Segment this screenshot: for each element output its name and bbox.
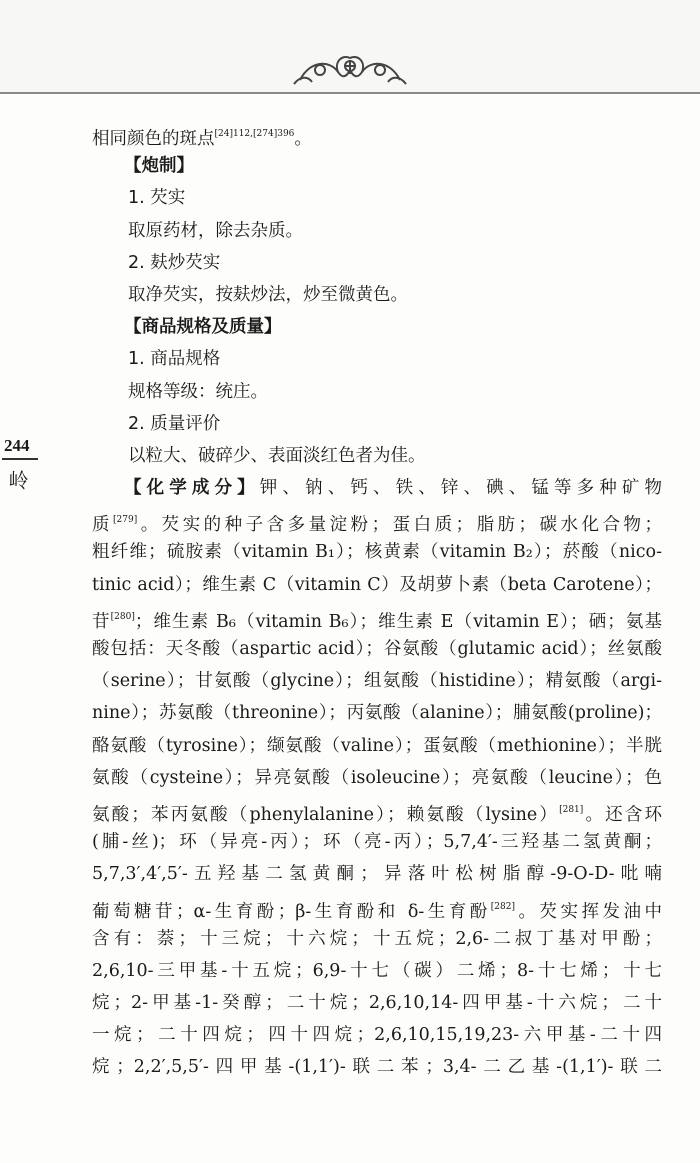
subheading: 1. 商品规格: [128, 349, 221, 370]
body-text: [92, 118, 662, 1084]
header-rule: [0, 92, 700, 94]
text-line: 酪氨酸（tyrosine）；缬氨酸（valine）；蛋氨酸（methionine）；半胱: [92, 735, 662, 756]
subheading: 2. 质量评价: [128, 413, 221, 434]
text-line: 烷；2,2′,5,5′-四甲基-(1,1′)-联二苯；3,4-二乙基-(1,1′)-联二: [92, 1057, 662, 1078]
text-line: 氨酸；苯丙氨酸（phenylalanine）；赖氨酸（lysine）[281]。还含环: [92, 804, 662, 825]
text-line: 氨酸（cysteine）；异亮氨酸（isoleucine）；亮氨酸（leucine）；色: [92, 767, 662, 788]
text-line: 烷；2-甲基-1-癸醇；二十烷；2,6,10,14-四甲基-十六烷；二十: [92, 993, 662, 1014]
text-line: 2,6,10-三甲基-十五烷；6,9-十七（碳）二烯；8-十七烯；十七: [92, 960, 662, 981]
text-line: 苷[280]；维生素 B₆（vitamin B₆）；维生素 E（vitamin E）；硒；氨基: [92, 611, 662, 632]
section-heading-specification: 【商品规格及质量】: [124, 317, 282, 338]
text-line: 一烷；二十四烷；四十四烷；2,6,10,15,19,23-六甲基-二十四: [92, 1025, 662, 1046]
running-title: 岭: [5, 470, 29, 494]
text-line: (脯-丝)；环（异亮-丙）；环（亮-丙）；5,7,4′-三羟基二氢黄酮；: [92, 832, 662, 853]
text-line: 【化学成分】钾、钠、钙、铁、锌、碘、锰等多种矿物: [124, 478, 662, 499]
ornament-knot-icon: [290, 40, 410, 90]
page-number: 244: [4, 436, 30, 455]
text-line: 取原药材，除去杂质。: [128, 220, 303, 241]
text-line: tinic acid）；维生素 C（vitamin C）及胡萝卜素（beta Carotene）；: [92, 574, 662, 595]
text-line: 粗纤维；硫胺素（vitamin B₁）；核黄素（vitamin B₂）；菸酸（nico-: [92, 542, 662, 563]
section-heading-chemistry: 【化学成分】: [124, 478, 260, 499]
text-line: 以粒大、破碎少、表面淡红色者为佳。: [128, 445, 426, 466]
text-line: nine）；苏氨酸（threonine）；丙氨酸（alanine）；脯氨酸(proline)；: [92, 703, 662, 724]
text-line: （serine）；甘氨酸（glycine）；组氨酸（histidine）；精氨酸（argi-: [92, 671, 662, 692]
subheading: 1. 芡实: [128, 188, 186, 209]
text-line: 规格等级：统庄。: [128, 381, 268, 402]
text-line: 含有：萘；十三烷；十六烷；十五烷；2,6-二叔丁基对甲酚；: [92, 928, 662, 949]
subheading: 2. 麸炒芡实: [128, 252, 221, 273]
text-line: 葡萄糖苷；α-生育酚；β-生育酚和 δ-生育酚[282]。芡实挥发油中: [92, 901, 662, 922]
text-line: 质[279]。芡实的种子含多量淀粉；蛋白质；脂肪；碳水化合物；: [92, 515, 662, 536]
folio-rule: [2, 458, 38, 460]
section-heading-processing: 【炮制】: [124, 156, 194, 177]
text-line: 取净芡实，按麸炒法，炒至微黄色。: [128, 284, 408, 305]
text-line: 5,7,3′,4′,5′-五羟基二氢黄酮；异落叶松树脂醇-9-O-D-吡喃: [92, 864, 662, 885]
text-line: 相同颜色的斑点$^{[24]112,[274]396}$。: [92, 129, 312, 149]
text-line: 酸包括：天冬酸（aspartic acid）；谷氨酸（glutamic acid）；丝氨酸: [92, 639, 662, 659]
